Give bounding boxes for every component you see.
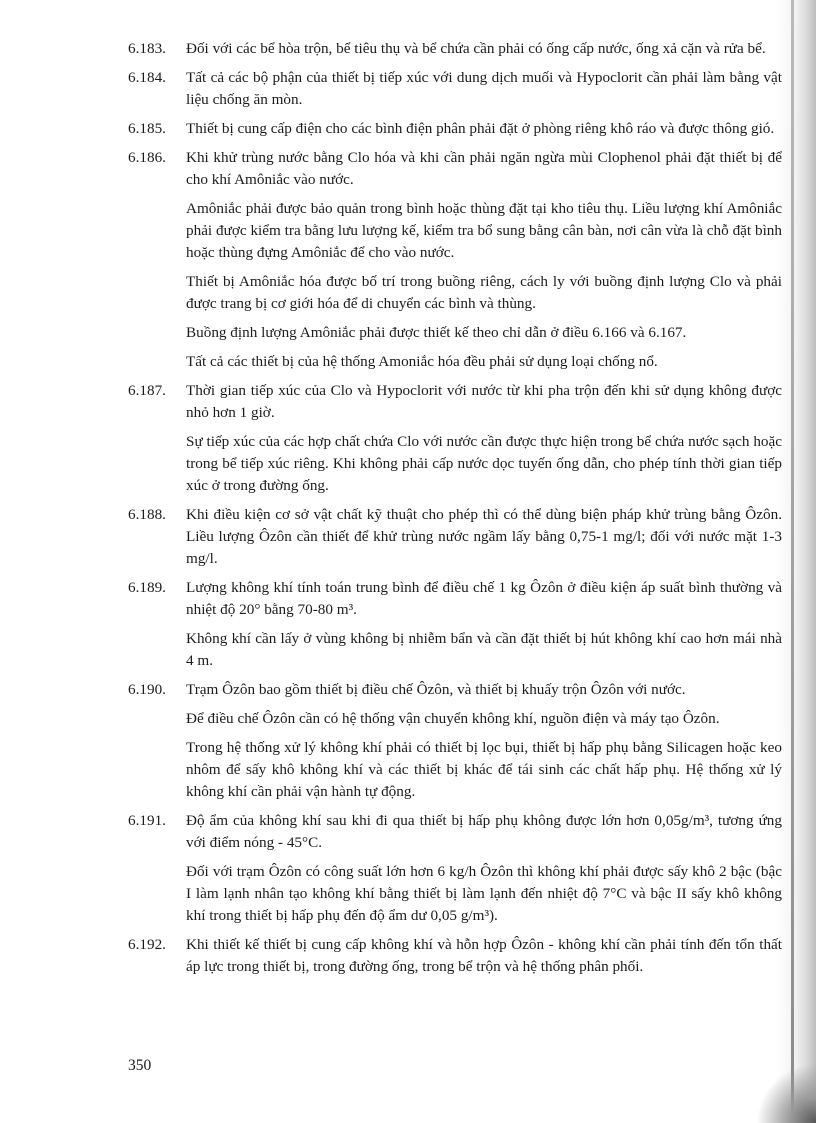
page-gutter-shadow	[776, 0, 816, 1123]
clause-item	[128, 147, 782, 373]
clause-text	[186, 118, 782, 140]
clause-paragraph: Buồng định lượng Amôniắc phải được thiết kế theo chỉ dẫn ở điều 6.166 và 6.167.	[186, 324, 687, 341]
clause-paragraph: Thời gian tiếp xúc của Clo và Hypoclorit với nước từ khi pha trộn đến khi sử dụng không được nhỏ hơn 1 giờ.	[186, 382, 782, 421]
clause-paragraph: Không khí cần lấy ở vùng không bị nhiễm bẩn và cần đặt thiết bị hút không khí cao hơn mái nhà 4 m.	[186, 630, 782, 669]
book-spine	[791, 0, 794, 1123]
clause-paragraph: Tất cả các bộ phận của thiết bị tiếp xúc với dung dịch muối và Hypoclorit cần phải làm bằng vật liệu chống ăn mòn.	[186, 69, 782, 108]
clause-paragraph: Khi điều kiện cơ sở vật chất kỹ thuật cho phép thì có thể dùng biện pháp khử trùng bằng Ôzôn. Liều lượng Ôzôn cần thiết để khử trùng nước ngầm lấy bằng 0,75-1 mg/l; đối với nước mặt 1-3 mg/l.	[186, 506, 782, 567]
clause-text	[186, 934, 782, 978]
clause-number: 6.185.	[128, 120, 166, 137]
clause-paragraph: Trạm Ôzôn bao gồm thiết bị điều chế Ôzôn, và thiết bị khuấy trộn Ôzôn với nước.	[186, 681, 686, 698]
clause-paragraph: Để điều chế Ôzôn cần có hệ thống vận chuyển không khí, nguồn điện và máy tạo Ôzôn.	[186, 710, 720, 727]
clause-paragraph: Sự tiếp xúc của các hợp chất chứa Clo với nước cần được thực hiện trong bể chứa nước sạch hoặc trong bể tiếp xúc riêng. Khi không phải cấp nước dọc tuyến ống dẫn, cho phép tính thời gian tiếp xúc ở trong đường ống.	[186, 433, 782, 494]
clause-paragraph: Thiết bị Amôniắc hóa được bố trí trong buồng riêng, cách ly với buồng định lượng Clo và phải được trang bị cơ giới hóa để di chuyển các bình và thùng.	[186, 273, 782, 312]
page-number: 350	[128, 1057, 152, 1074]
clause-number: 6.187.	[128, 382, 166, 399]
clause-number: 6.189.	[128, 579, 166, 596]
clause-number: 6.183.	[128, 40, 166, 57]
page-curl	[756, 1063, 816, 1123]
clause-text	[186, 67, 782, 111]
clause-text	[186, 380, 782, 497]
clause-number: 6.190.	[128, 681, 166, 698]
clause-number: 6.188.	[128, 506, 166, 523]
clause-paragraph: Thiết bị cung cấp điện cho các bình điện phân phải đặt ở phòng riêng khô ráo và được thông gió.	[186, 120, 775, 137]
clause-item	[128, 38, 782, 60]
clause-text	[186, 147, 782, 373]
clause-item	[128, 679, 782, 803]
clause-item	[128, 577, 782, 672]
clause-text	[186, 38, 782, 60]
clause-number: 6.184.	[128, 69, 166, 86]
clause-paragraph: Amôniắc phải được bảo quản trong bình hoặc thùng đặt tại kho tiêu thụ. Liều lượng khí Amôniắc phải được kiểm tra bằng lưu lượng kế, kiểm tra bổ sung bằng cân bàn, nơi cân vừa là chỗ đặt bình hoặc thùng đựng Amôniắc để cho vào nước.	[186, 200, 782, 261]
clause-paragraph: Tất cả các thiết bị của hệ thống Amoniắc hóa đều phải sử dụng loại chống nổ.	[186, 353, 658, 370]
clause-paragraph: Khi khử trùng nước bằng Clo hóa và khi cần phải ngăn ngừa mùi Clophenol phải đặt thiết bị để cho khí Amôniắc vào nước.	[186, 149, 782, 188]
clause-paragraph: Đối với các bể hòa trộn, bể tiêu thụ và bể chứa cần phải có ống cấp nước, ống xả cặn và rửa bể.	[186, 40, 766, 57]
clause-item	[128, 380, 782, 497]
clause-item	[128, 504, 782, 570]
document-body	[128, 38, 782, 985]
clause-number: 6.192.	[128, 936, 166, 953]
clause-paragraph: Khi thiết kế thiết bị cung cấp không khí và hỗn hợp Ôzôn - không khí cần phải tính đến tổn thất áp lực trong thiết bị, trong đường ống, trong bể trộn và hệ thống phân phối.	[186, 936, 782, 975]
clause-paragraph: Trong hệ thống xử lý không khí phải có thiết bị lọc bụi, thiết bị hấp phụ bằng Silicagen hoặc keo nhôm để sấy khô không khí và các thiết bị khác để tái sinh các chất hấp phụ. Hệ thống xử lý không khí cần phải vận hành tự động.	[186, 739, 782, 800]
clause-paragraph: Đối với trạm Ôzôn có công suất lớn hơn 6 kg/h Ôzôn thì không khí phải được sấy khô 2 bậc (bậc I làm lạnh nhân tạo không khí bằng thiết bị làm lạnh đến nhiệt độ 7°C và bậc II sấy khô không khí trong thiết bị hấp phụ đến độ ẩm dư 0,05 g/m³).	[186, 863, 782, 924]
clause-item	[128, 67, 782, 111]
clause-number: 6.186.	[128, 149, 166, 166]
clause-paragraph: Lượng không khí tính toán trung bình để điều chế 1 kg Ôzôn ở điều kiện áp suất bình thường và nhiệt độ 20° bằng 70-80 m³.	[186, 579, 782, 618]
clause-number: 6.191.	[128, 812, 166, 829]
clause-text	[186, 577, 782, 672]
clause-text	[186, 679, 782, 803]
clause-text	[186, 810, 782, 927]
clause-item	[128, 934, 782, 978]
clause-item	[128, 118, 782, 140]
clause-paragraph: Độ ẩm của không khí sau khi đi qua thiết bị hấp phụ không được lớn hơn 0,05g/m³, tương ứng với điểm nóng - 45°C.	[186, 812, 782, 851]
clause-text	[186, 504, 782, 570]
clause-item	[128, 810, 782, 927]
